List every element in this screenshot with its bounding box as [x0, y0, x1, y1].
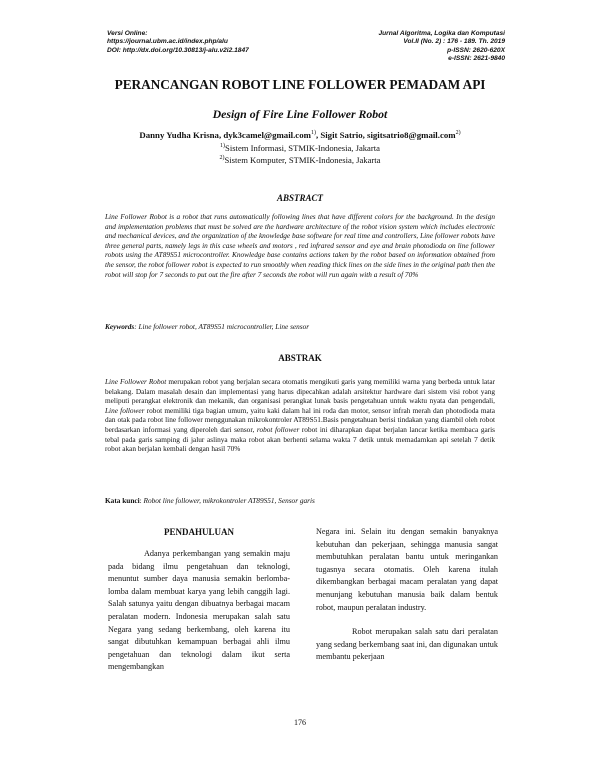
abstrak-term-3: Line follower — [105, 405, 145, 415]
abstract-text: Line Follower Robot is a robot that runs automatically following lines that have different colors for the background. In the design and implementation problems that must be solved are the hardware architecture of the robot vision system which includes electronic and mechanical devices, and the organization of the knowledge base software for real time and controllers, Line follower robots have three general parts, namely legs in this case wheels and motors , red infrared sensor and eye and brain photodioda on line follower robots using the AT89S51 microcontroller. Knowledge base contains actions taken by the robot based on information obtained from the sensor, the robot follower robot is expected to run smoothly when reading thick lines on the side lines in the original path then the robot will stop for 7 seconds to put out the fire after 7 seconds the robot will run again with a result of 70% — [105, 212, 495, 279]
affiliation-1-sup: 1) — [220, 143, 226, 150]
intro-left-paragraph — [108, 548, 290, 674]
header-journal-name: Jurnal Algoritma, Logika dan Komputasi — [378, 30, 505, 37]
intro-right-column — [316, 526, 498, 664]
kata-kunci-line — [105, 496, 495, 506]
keywords-line — [105, 322, 495, 332]
header-pissn: p-ISSN: 2620-620X — [447, 46, 505, 54]
paper-subtitle: Design of Fire Line Follower Robot — [212, 107, 388, 121]
header-doi[interactable]: DOI: http://dx.doi.org/10.30813/j-alu.v2i2.1847 — [107, 46, 249, 54]
abstrak-part-6: robot ini diharapkan dapat berjalan lancar ketika membaca garis tebal pada garis samping di jalur aslinya maka robot akan berhenti selama wakta 7 detik untuk memadamkan api setelah 7 detik robot akan berjalan kembali dengan hasil 70% — [105, 424, 496, 454]
intro-right-text-2: Robot merupakan salah satu dari peralatan yang sedang berkembang saat ini, dan digunakan untuk membantu pekerjaan — [316, 627, 498, 662]
kata-kunci-separator: : — [139, 496, 144, 505]
abstrak-part-4: robot memiliki tiga bagian umum, yaitu kaki dalam hal ini roda dan motor, sensor infrah merah dan photodioda mata dan otak pada robot line follower menggunakan mikrokontroler AT89S51.Basis pengetahuan berisi tindakan yang diambil oleh robot berdasarkan informasi yang diperoleh dari sensor, — [105, 405, 496, 434]
header-journal-url[interactable]: https://journal.ubm.ac.id/index.php/alu — [107, 38, 228, 46]
abstrak-text — [105, 377, 495, 454]
author-1-sup: 1) — [310, 130, 316, 137]
affiliation-2-sup: 2) — [219, 155, 225, 162]
author-separator: , — [315, 130, 321, 140]
page-number: 176 — [294, 718, 306, 727]
author-2: Sigit Satrio, sigitsatrio8@gmail.com — [320, 130, 456, 140]
intro-left-column — [108, 548, 290, 674]
pendahuluan-heading: PENDAHULUAN — [163, 527, 234, 537]
abstrak-heading: ABSTRAK — [278, 353, 322, 363]
header-version: Versi Online: — [107, 30, 148, 37]
header-volume: Vol.II (No. 2) : 176 - 189. Th. 2019 — [403, 38, 505, 46]
author-2-sup: 2) — [455, 130, 461, 137]
abstrak-part-2: merupakan robot yang berjalan secara otomatis mengikuti garis yang memiliki warna yang berbeda untuk latar belakang. Dalam masalah desain dan implementasi yang harus dipecahkan adalah arsitektur hardware dari sistem visi robot yang meliputi perangkat elektronik dan mekanik, dan organisasi perangkat lunak basis pengetahuan untuk waktu nyata dan pengendali, — [105, 377, 495, 406]
keywords-value: : Line follower robot, AT89S51 microcontroller, Line sensor — [134, 322, 310, 331]
keywords-label: Keywords — [105, 322, 135, 331]
paper-title: PERANCANGAN ROBOT LINE FOLLOWER PEMADAM API — [114, 77, 486, 92]
abstrak-term-1: Line Follower Robot — [105, 377, 167, 386]
header-right — [378, 30, 505, 64]
affiliation-2 — [0, 155, 600, 165]
affiliation-1 — [0, 143, 600, 153]
kata-kunci-label: Kata kunci — [105, 496, 140, 505]
intro-right-paragraph-1: Negara ini. Selain itu dengan semakin banyaknya kebutuhan dan pekerjaan, sehingga manusia sangat membutuhkan peralatan bantu untuk meringankan tugasnya secara otomatis. Oleh karena itulah dikembangkan berbagai macam peralatan yang dapat menunjang kebutuhan manusia baik dalam bentuk robot, maupun peralatan industry. — [316, 527, 498, 612]
header-left — [107, 30, 249, 55]
abstract-heading: ABSTRACT — [276, 193, 323, 203]
kata-kunci-value: Robot line follower, mikrokontroler AT89S51, Sensor garis — [143, 496, 315, 505]
author-line — [0, 130, 600, 140]
abstrak-term-5: robot follower — [256, 424, 300, 434]
author-1: Danny Yudha Krisna, dyk3camel@gmail.com — [139, 130, 311, 140]
intro-right-paragraph-2 — [316, 626, 498, 664]
header-eissn: e-ISSN: 2621-9840 — [448, 55, 505, 63]
intro-left-text: Adanya perkembangan yang semakin maju pada bidang ilmu pengetahuan dan teknologi, menuntut sumber daya manusia semakin berlomba-lomba dalam membuat karya yang lebih canggih lagi. Salah satunya yaitu dengan dibuatnya berbagai macam peralatan modern. Indonesia merupakan salah satu Negara yang sedang berkembang, oleh karena itu sangat dibutuhkan kemampuan berbagai ahli ilmu pengetahuan dan teknologi dalam ikut serta mengembangkan — [108, 549, 290, 672]
affiliation-1-text: Sistem Informasi, STMIK-Indonesia, Jakarta — [225, 143, 380, 153]
affiliation-2-text: Sistem Komputer, STMIK-Indonesia, Jakarta — [224, 155, 381, 165]
